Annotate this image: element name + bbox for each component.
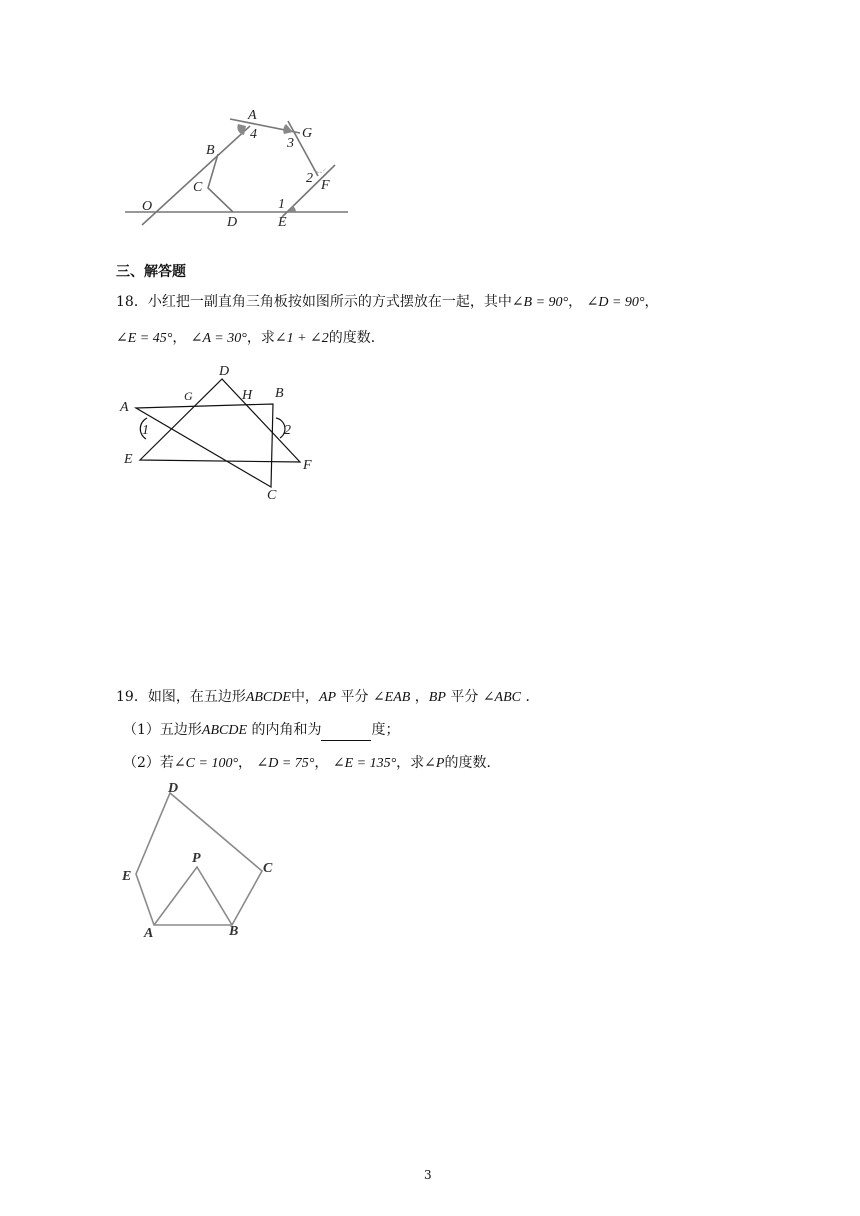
fig17-label-angle2: 2: [306, 171, 313, 186]
q18-sep1: ，: [568, 294, 583, 310]
fig17-label-angle1: 1: [278, 197, 285, 212]
q19-end: ．: [525, 689, 540, 705]
q18-ask-prefix: ，求: [246, 330, 275, 346]
fig18-label-angle1: 1: [142, 423, 149, 438]
q19-cond-d: ∠D = 75°: [256, 756, 315, 771]
fig18-label-e: E: [124, 452, 133, 467]
section-heading: 三、解答题: [116, 264, 186, 280]
q19-part1-label: （1）: [123, 722, 160, 738]
fig17-label-a: A: [248, 108, 257, 123]
page-number: 3: [424, 1168, 432, 1182]
q18-sep2: ，: [644, 294, 659, 310]
fig19-label-p: P: [192, 851, 201, 866]
fig18-label-f: F: [303, 458, 312, 473]
q19-ask-angle: ∠P: [424, 756, 445, 771]
fig17-label-c: C: [193, 180, 203, 195]
fig17-line-bcd: [208, 154, 233, 212]
q19-ask-suffix: 的度数．: [444, 755, 501, 771]
fig17-label-o: O: [142, 199, 153, 214]
q19-number: 19．: [116, 689, 148, 705]
q19-comma: ，: [414, 689, 429, 705]
fig18-label-c: C: [267, 488, 277, 503]
q18-cond-b: ∠B = 90°: [511, 295, 569, 310]
q19-answer-blank[interactable]: [321, 720, 371, 741]
q18-cond-e: ∠E = 45°: [116, 331, 173, 346]
q18-ask-suffix: 的度数．: [328, 330, 385, 346]
fig19-label-b: B: [229, 924, 239, 939]
fig19-label-c: C: [263, 861, 273, 876]
q18-text: 小红把一副直角三角板按如图所示的方式摆放在一起，其中: [147, 294, 512, 310]
q19-part1: [123, 720, 399, 741]
q19-part2-pre: 若: [159, 755, 174, 771]
q19-shape: ABCDE: [245, 690, 291, 705]
fig18-triangle-abc: [136, 404, 273, 487]
q19-line1: [116, 687, 539, 708]
fig19-label-a: A: [144, 926, 154, 941]
q19-part1-pre: 五边形: [159, 722, 202, 738]
q18-sep3: ，: [172, 330, 187, 346]
fig17-angle4-mark: [237, 124, 246, 135]
q19-sep2: ，: [314, 755, 329, 771]
fig17-label-f: F: [321, 178, 330, 193]
q18-cond-a: ∠A = 30°: [190, 331, 247, 346]
q19-intro: 如图，在五边形: [147, 689, 246, 705]
fig19-label-e: E: [122, 869, 132, 884]
fig17-label-angle3: 3: [287, 136, 294, 151]
q19-part1-shape: ABCDE: [201, 723, 248, 738]
fig19-label-d: D: [168, 781, 179, 796]
fig18-label-b: B: [275, 386, 284, 401]
fig17-line-ob: [142, 126, 250, 225]
fig18-label-a: A: [120, 400, 129, 415]
q18-line2: [116, 328, 385, 349]
q19-bp: BP: [428, 690, 446, 705]
q19-bisect1: 平分: [340, 689, 369, 705]
q19-bisect2: 平分: [450, 689, 479, 705]
fig17-label-g: G: [302, 126, 313, 141]
q19-mid: 中，: [290, 689, 319, 705]
fig18-label-angle2: 2: [284, 423, 291, 438]
q19-sep1: ，: [238, 755, 253, 771]
q18-cond-d: ∠D = 90°: [586, 295, 645, 310]
q19-part2-label: （2）: [123, 755, 160, 771]
fig18-label-g: G: [184, 389, 193, 403]
fig17-label-angle4: 4: [250, 127, 257, 142]
figure-q18: [118, 360, 338, 505]
q19-angle-eab: ∠EAB: [372, 690, 411, 705]
q19-cond-c: ∠C = 100°: [173, 756, 239, 771]
q19-part1-post: 的内角和为: [251, 722, 322, 738]
q18-number: 18．: [116, 294, 148, 310]
q19-cond-e: ∠E = 135°: [332, 756, 397, 771]
fig18-label-h: H: [242, 388, 253, 403]
fig18-label-d: D: [219, 364, 230, 379]
q18-line1: [116, 292, 659, 313]
figure-q17: [120, 100, 360, 235]
q19-ask-prefix: ，求: [396, 755, 425, 771]
q19-angle-abc: ∠ABC: [482, 690, 521, 705]
q19-part2: [123, 753, 500, 774]
fig17-label-b: B: [206, 143, 215, 158]
q18-ask-expr: ∠1 + ∠2: [274, 331, 329, 346]
fig17-label-d: D: [227, 215, 238, 230]
fig17-label-e: E: [278, 215, 287, 230]
q19-ap: AP: [318, 690, 337, 705]
fig19-bisectors-ap-bp: [154, 867, 232, 925]
figure-q19: [118, 776, 288, 946]
q19-part1-end: 度；: [371, 722, 400, 738]
